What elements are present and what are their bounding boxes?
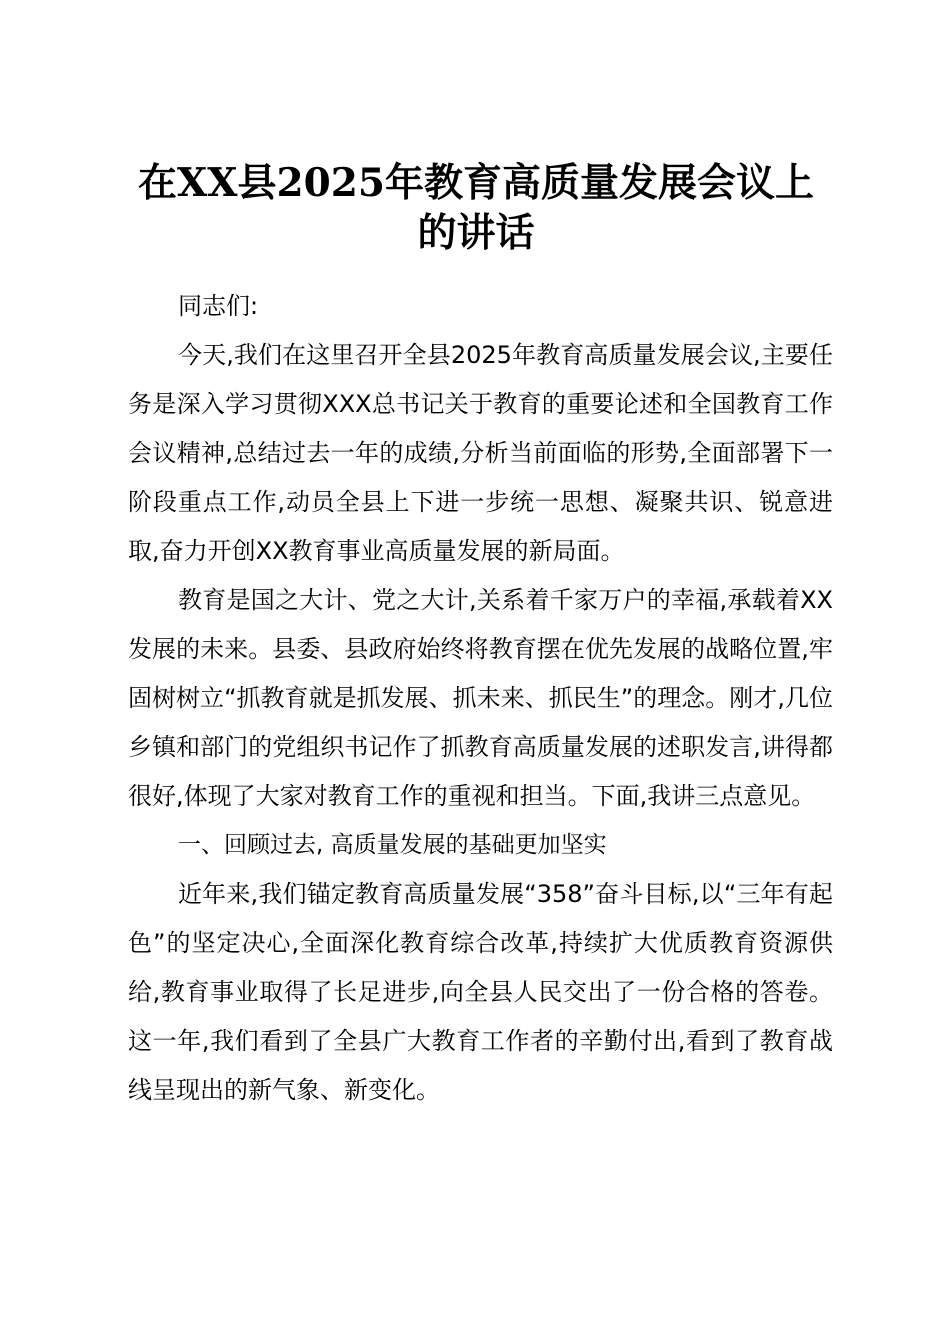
document-title: 在XX县2025年教育高质量发展会议上的讲话 xyxy=(137,160,815,256)
paragraph-importance: 教育是国之大计、党之大计,关系着千家万户的幸福,承载着XX发展的未来。县委、县政府始终将教育摆在优先发展的战略位置,牢固树树立“抓教育就是抓发展、抓未来、抓民生”的理念。刚才,几位乡镇和部门的党组织书记作了抓教育高质量发展的述职发言,讲得都很好,体现了大家对教育工作的重视和担当。下面,我讲三点意见。 xyxy=(128,586,833,810)
paragraph-review: 近年来,我们锚定教育高质量发展“358”奋斗目标,以“三年有起色”的坚定决心,全面深化教育综合改革,持续扩大优质教育资源供给,教育事业取得了长足进步,向全县人民交出了一份合格的答卷。这一年,我们看到了全县广大教育工作者的辛勤付出,看到了教育战线呈现出的新气象、新变化。 xyxy=(128,880,833,1104)
section-heading: 一、回顾过去, 高质量发展的基础更加坚实 xyxy=(178,832,607,858)
paragraph-opening: 今天,我们在这里召开全县2025年教育高质量发展会议,主要任务是深入学习贯彻XXX总书记关于教育的重要论述和全国教育工作会议精神,总结过去一年的成绩,分析当前面临的形势,全面部署下一阶段重点工作,动员全县上下进一步统一思想、凝聚共识、锐意进取,奋力开创XX教育事业高质量发展的新局面。 xyxy=(128,341,833,565)
document-body xyxy=(128,282,833,1115)
salutation: 同志们: xyxy=(178,292,259,320)
